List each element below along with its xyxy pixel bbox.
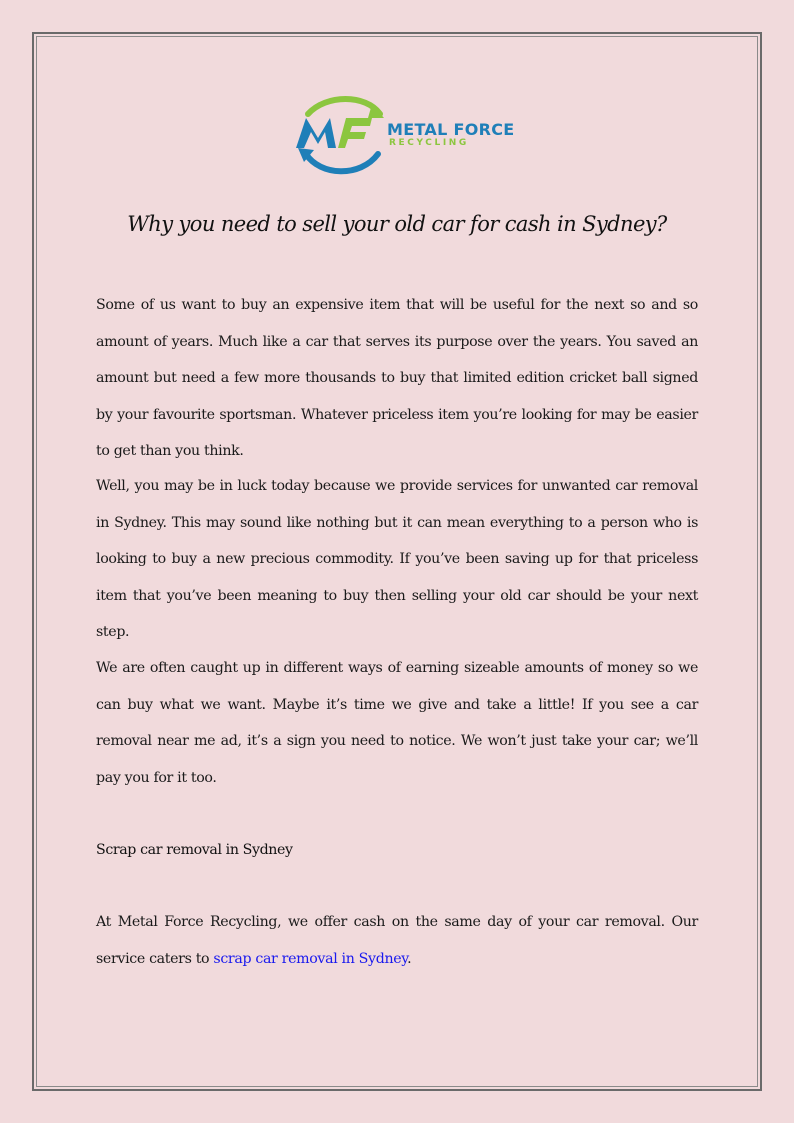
section-heading-scrap-car-removal: Scrap car removal in Sydney [96, 842, 293, 858]
paragraph-2: Well, you may be in luck today because we provide services for unwanted car removal in Sydney. This may sound like nothing but it can mean everything to a person who is looking to buy a new precious commodity. If you’ve been saving up for that priceless item that you’ve been meaning to buy then selling your old car should be your next step. [96, 478, 698, 640]
paragraph-1: Some of us want to buy an expensive item that will be useful for the next so and so amount of years. Much like a car that serves its purpose over the years. You saved an amount but need a few more thousands to buy that limited edition cricket ball signed by your favourite sportsman. Whatever priceless item you’re looking for may be easier to get than you think. [96, 297, 698, 459]
metal-force-logo [288, 92, 515, 178]
paragraph-3: We are often caught up in different ways of earning sizeable amounts of money so we can buy what we want. Maybe it’s time we give and take a little! If you see a car removal near me ad, it’s a sign you need to notice. We won’t just take your car; we’ll pay you for it too. [96, 660, 698, 786]
paragraph-4 [96, 904, 698, 977]
paragraph-4-text: At Metal Force Recycling, we offer cash on the same day of your car removal. Our service caters to [96, 914, 698, 967]
logo-name-sub: RECYCLING [389, 138, 469, 148]
scrap-car-removal-link[interactable]: scrap car removal in Sydney [213, 950, 408, 967]
mf-monogram-icon [288, 92, 388, 178]
document-title: Why you need to sell your old car for cash in Sydney? [127, 212, 667, 236]
paragraph-4-end: . [407, 950, 412, 967]
logo-name-main: METAL FORCE [387, 120, 515, 139]
